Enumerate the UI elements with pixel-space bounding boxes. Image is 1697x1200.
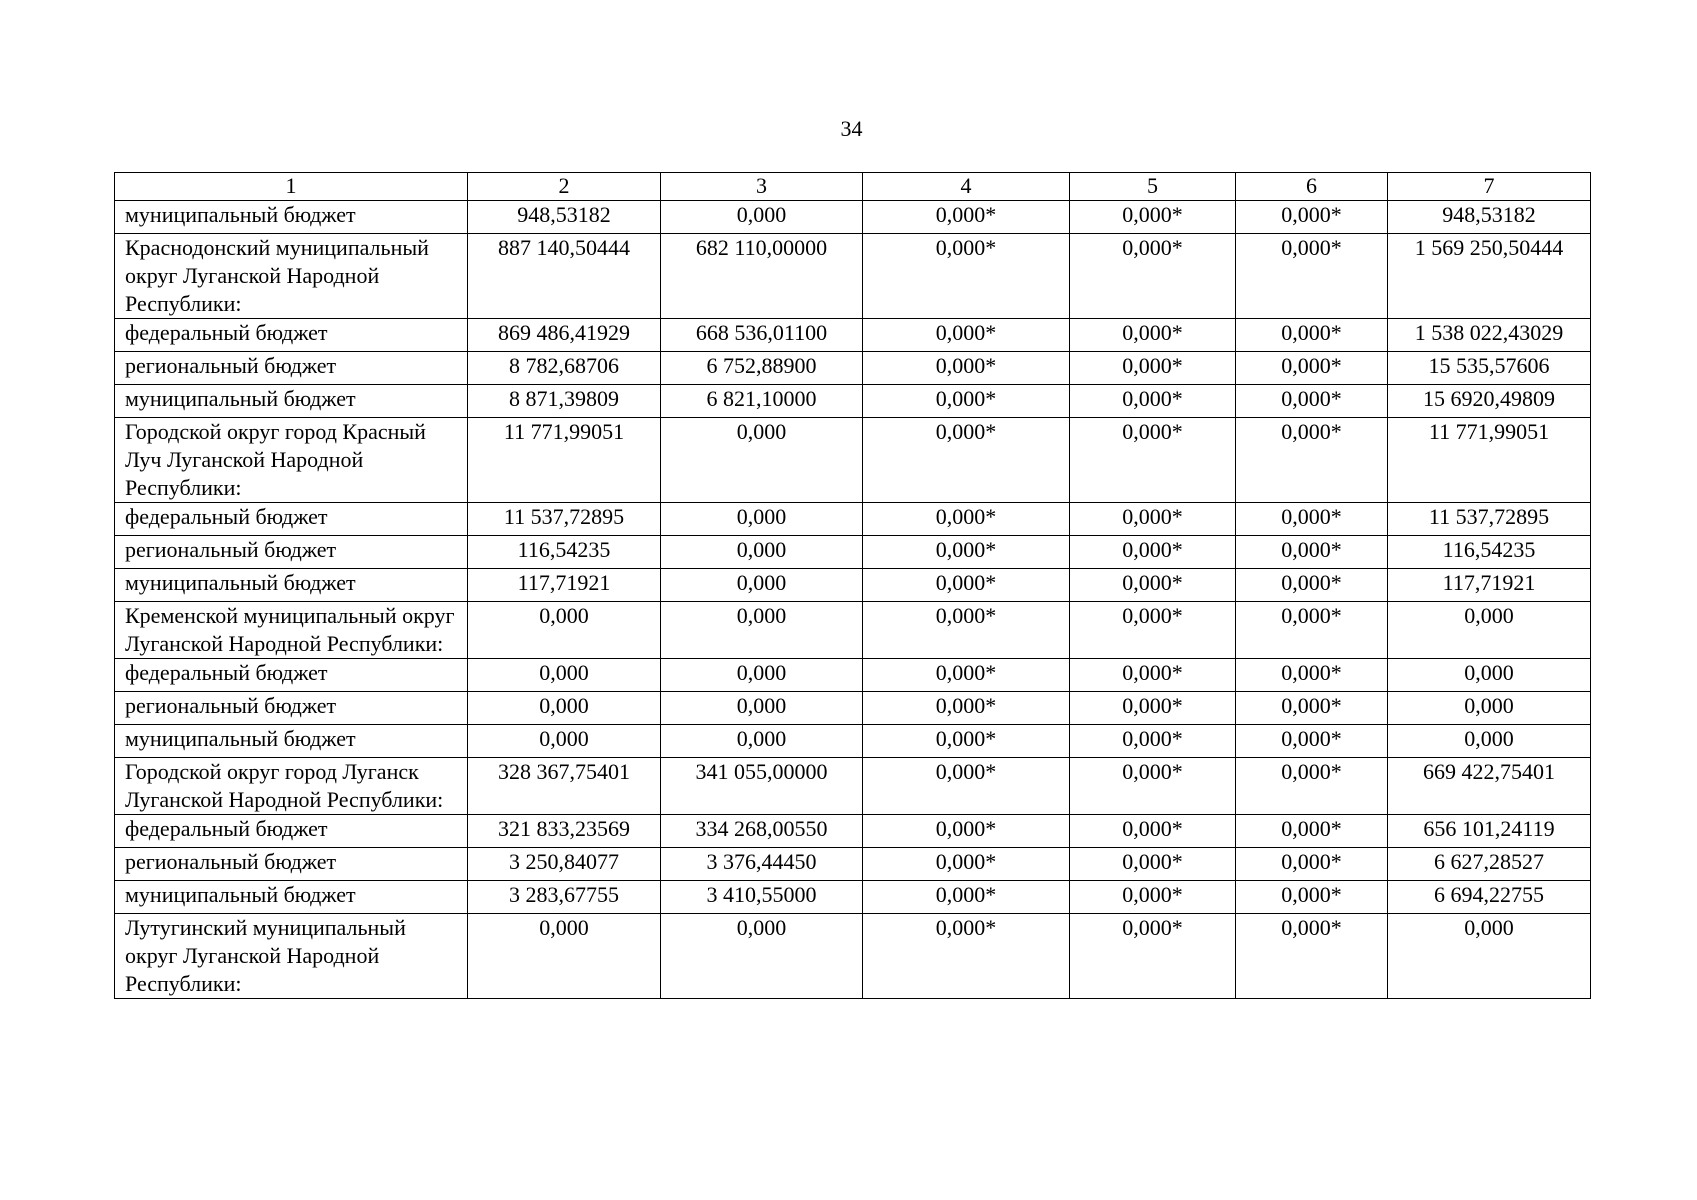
value-cell: 0,000* xyxy=(863,659,1070,692)
value-cell: 0,000 xyxy=(661,914,863,999)
value-cell: 11 537,72895 xyxy=(468,503,661,536)
value-cell: 0,000* xyxy=(1070,569,1236,602)
row-label-cell: муниципальный бюджет xyxy=(115,569,468,602)
value-cell: 0,000* xyxy=(1236,352,1388,385)
value-cell: 0,000* xyxy=(1070,385,1236,418)
value-cell: 0,000 xyxy=(1388,692,1591,725)
value-cell: 0,000* xyxy=(1070,234,1236,319)
table-row xyxy=(115,385,1591,418)
value-cell: 0,000* xyxy=(863,385,1070,418)
value-cell: 0,000* xyxy=(863,815,1070,848)
value-cell: 6 627,28527 xyxy=(1388,848,1591,881)
value-cell: 0,000 xyxy=(468,914,661,999)
value-cell: 0,000* xyxy=(1070,659,1236,692)
value-cell: 0,000* xyxy=(863,881,1070,914)
value-cell: 116,54235 xyxy=(468,536,661,569)
row-label-cell: Краснодонский муниципальный округ Луганской Народной Республики: xyxy=(115,234,468,319)
value-cell: 0,000 xyxy=(661,418,863,503)
value-cell: 0,000 xyxy=(661,692,863,725)
value-cell: 0,000 xyxy=(1388,602,1591,659)
table-row xyxy=(115,848,1591,881)
column-header: 6 xyxy=(1236,173,1388,201)
column-header: 4 xyxy=(863,173,1070,201)
row-label-cell: муниципальный бюджет xyxy=(115,881,468,914)
table-body xyxy=(115,201,1591,999)
value-cell: 0,000 xyxy=(661,659,863,692)
value-cell: 0,000 xyxy=(661,569,863,602)
value-cell: 0,000 xyxy=(661,536,863,569)
value-cell: 0,000 xyxy=(661,725,863,758)
value-cell: 0,000* xyxy=(1236,914,1388,999)
value-cell: 8 871,39809 xyxy=(468,385,661,418)
value-cell: 116,54235 xyxy=(1388,536,1591,569)
value-cell: 0,000* xyxy=(1070,725,1236,758)
value-cell: 0,000* xyxy=(1236,692,1388,725)
value-cell: 0,000* xyxy=(1236,758,1388,815)
value-cell: 11 771,99051 xyxy=(1388,418,1591,503)
value-cell: 948,53182 xyxy=(1388,201,1591,234)
value-cell: 0,000* xyxy=(1236,234,1388,319)
table-row xyxy=(115,569,1591,602)
table-row xyxy=(115,659,1591,692)
value-cell: 0,000* xyxy=(1236,536,1388,569)
value-cell: 0,000* xyxy=(1070,536,1236,569)
page-number: 34 xyxy=(840,116,863,141)
value-cell: 0,000* xyxy=(1236,848,1388,881)
row-label-cell: федеральный бюджет xyxy=(115,659,468,692)
value-cell: 0,000* xyxy=(863,418,1070,503)
value-cell: 0,000* xyxy=(1236,319,1388,352)
value-cell: 1 569 250,50444 xyxy=(1388,234,1591,319)
column-header: 7 xyxy=(1388,173,1591,201)
value-cell: 948,53182 xyxy=(468,201,661,234)
table-row xyxy=(115,201,1591,234)
value-cell: 0,000 xyxy=(1388,725,1591,758)
value-cell: 0,000* xyxy=(863,234,1070,319)
value-cell: 0,000* xyxy=(863,569,1070,602)
value-cell: 668 536,01100 xyxy=(661,319,863,352)
value-cell: 15 535,57606 xyxy=(1388,352,1591,385)
value-cell: 0,000* xyxy=(863,503,1070,536)
value-cell: 0,000* xyxy=(863,758,1070,815)
value-cell: 0,000* xyxy=(1070,815,1236,848)
value-cell: 0,000* xyxy=(863,692,1070,725)
row-label-cell: Городской округ город Красный Луч Луганской Народной Республики: xyxy=(115,418,468,503)
row-label-cell: федеральный бюджет xyxy=(115,815,468,848)
value-cell: 0,000* xyxy=(1070,914,1236,999)
value-cell: 0,000 xyxy=(661,201,863,234)
row-label-cell: региональный бюджет xyxy=(115,848,468,881)
value-cell: 6 821,10000 xyxy=(661,385,863,418)
value-cell: 0,000* xyxy=(1236,569,1388,602)
row-label-cell: муниципальный бюджет xyxy=(115,201,468,234)
value-cell: 3 410,55000 xyxy=(661,881,863,914)
value-cell: 0,000* xyxy=(1070,881,1236,914)
value-cell: 0,000* xyxy=(1070,418,1236,503)
row-label-cell: региональный бюджет xyxy=(115,536,468,569)
value-cell: 11 771,99051 xyxy=(468,418,661,503)
value-cell: 0,000* xyxy=(1070,201,1236,234)
row-label-cell: федеральный бюджет xyxy=(115,319,468,352)
value-cell: 0,000* xyxy=(1236,503,1388,536)
value-cell: 6 752,88900 xyxy=(661,352,863,385)
column-header: 1 xyxy=(115,173,468,201)
table-row xyxy=(115,815,1591,848)
value-cell: 669 422,75401 xyxy=(1388,758,1591,815)
value-cell: 117,71921 xyxy=(468,569,661,602)
value-cell: 0,000* xyxy=(1236,659,1388,692)
column-header: 5 xyxy=(1070,173,1236,201)
value-cell: 0,000* xyxy=(1236,815,1388,848)
value-cell: 0,000* xyxy=(863,848,1070,881)
value-cell: 6 694,22755 xyxy=(1388,881,1591,914)
value-cell: 0,000* xyxy=(1236,725,1388,758)
value-cell: 682 110,00000 xyxy=(661,234,863,319)
value-cell: 3 250,84077 xyxy=(468,848,661,881)
value-cell: 0,000 xyxy=(468,725,661,758)
table-row xyxy=(115,758,1591,815)
table-row xyxy=(115,234,1591,319)
value-cell: 0,000* xyxy=(863,319,1070,352)
value-cell: 11 537,72895 xyxy=(1388,503,1591,536)
value-cell: 887 140,50444 xyxy=(468,234,661,319)
value-cell: 321 833,23569 xyxy=(468,815,661,848)
row-label-cell: федеральный бюджет xyxy=(115,503,468,536)
row-label-cell: муниципальный бюджет xyxy=(115,385,468,418)
row-label-cell: Городской округ город Луганск Луганской Народной Республики: xyxy=(115,758,468,815)
table-row xyxy=(115,352,1591,385)
value-cell: 0,000* xyxy=(863,536,1070,569)
value-cell: 0,000* xyxy=(1236,385,1388,418)
value-cell: 8 782,68706 xyxy=(468,352,661,385)
value-cell: 1 538 022,43029 xyxy=(1388,319,1591,352)
value-cell: 0,000* xyxy=(863,602,1070,659)
column-header: 3 xyxy=(661,173,863,201)
value-cell: 0,000 xyxy=(661,602,863,659)
value-cell: 0,000* xyxy=(1070,352,1236,385)
table-row xyxy=(115,881,1591,914)
row-label-cell: муниципальный бюджет xyxy=(115,725,468,758)
table-row xyxy=(115,602,1591,659)
value-cell: 0,000* xyxy=(1236,418,1388,503)
budget-table xyxy=(114,172,1591,999)
value-cell: 0,000* xyxy=(863,914,1070,999)
table-row xyxy=(115,692,1591,725)
value-cell: 869 486,41929 xyxy=(468,319,661,352)
value-cell: 334 268,00550 xyxy=(661,815,863,848)
value-cell: 0,000* xyxy=(863,725,1070,758)
value-cell: 0,000* xyxy=(1236,201,1388,234)
value-cell: 0,000* xyxy=(1070,692,1236,725)
value-cell: 3 376,44450 xyxy=(661,848,863,881)
value-cell: 117,71921 xyxy=(1388,569,1591,602)
value-cell: 0,000 xyxy=(468,602,661,659)
value-cell: 0,000 xyxy=(661,503,863,536)
value-cell: 3 283,67755 xyxy=(468,881,661,914)
table-row xyxy=(115,536,1591,569)
value-cell: 0,000* xyxy=(1070,848,1236,881)
column-header: 2 xyxy=(468,173,661,201)
value-cell: 0,000* xyxy=(863,201,1070,234)
value-cell: 0,000* xyxy=(1070,503,1236,536)
value-cell: 0,000* xyxy=(863,352,1070,385)
value-cell: 656 101,24119 xyxy=(1388,815,1591,848)
header-row xyxy=(115,173,1591,201)
value-cell: 0,000* xyxy=(1070,602,1236,659)
value-cell: 0,000* xyxy=(1070,758,1236,815)
table-row xyxy=(115,418,1591,503)
row-label-cell: региональный бюджет xyxy=(115,692,468,725)
row-label-cell: Лутугинский муниципальный округ Луганской Народной Республики: xyxy=(115,914,468,999)
table-row xyxy=(115,914,1591,999)
value-cell: 341 055,00000 xyxy=(661,758,863,815)
value-cell: 328 367,75401 xyxy=(468,758,661,815)
row-label-cell: Кременской муниципальный округ Луганской Народной Республики: xyxy=(115,602,468,659)
value-cell: 0,000 xyxy=(1388,659,1591,692)
table-row xyxy=(115,319,1591,352)
value-cell: 0,000 xyxy=(468,692,661,725)
table-row xyxy=(115,725,1591,758)
value-cell: 0,000* xyxy=(1070,319,1236,352)
table-header xyxy=(115,173,1591,201)
value-cell: 0,000* xyxy=(1236,602,1388,659)
table-row xyxy=(115,503,1591,536)
value-cell: 15 6920,49809 xyxy=(1388,385,1591,418)
row-label-cell: региональный бюджет xyxy=(115,352,468,385)
value-cell: 0,000* xyxy=(1236,881,1388,914)
value-cell: 0,000 xyxy=(468,659,661,692)
value-cell: 0,000 xyxy=(1388,914,1591,999)
